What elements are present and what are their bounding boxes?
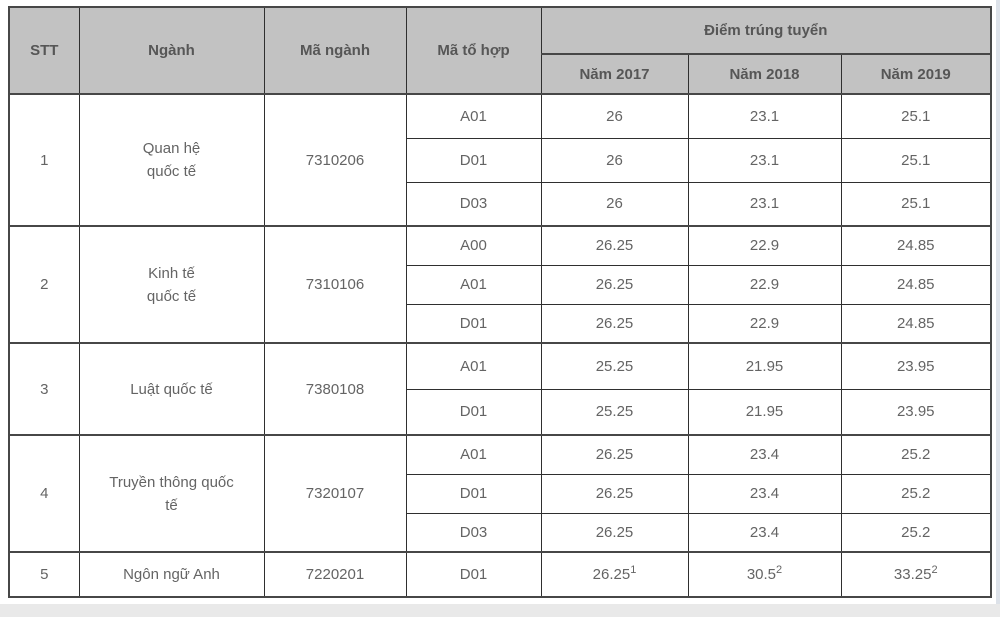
stt-cell: 1 bbox=[9, 94, 79, 226]
to-hop-cell: A01 bbox=[406, 435, 541, 474]
admission-scores-table-container bbox=[8, 6, 992, 598]
score-cell-2018: 23.1 bbox=[688, 138, 841, 182]
score-cell-2017: 26 bbox=[541, 138, 688, 182]
stt-cell: 3 bbox=[9, 343, 79, 435]
nganh-line: Truyền thông quốc bbox=[109, 473, 234, 491]
score-cell-2018: 23.1 bbox=[688, 94, 841, 138]
score-cell-2018: 23.4 bbox=[688, 474, 841, 513]
nganh-line: Ngôn ngữ Anh bbox=[123, 566, 220, 583]
score-cell-2017: 25.25 bbox=[541, 389, 688, 435]
to-hop-cell: D03 bbox=[406, 513, 541, 552]
col-header-ma-nganh: Mã ngành bbox=[264, 7, 406, 94]
table-row bbox=[9, 435, 991, 474]
score-value: 26.25 bbox=[592, 566, 631, 583]
col-header-ma-to-hop: Mã tổ hợp bbox=[406, 7, 541, 94]
to-hop-cell: A01 bbox=[406, 343, 541, 389]
table-row bbox=[9, 94, 991, 138]
score-cell-2019: 25.2 bbox=[841, 474, 991, 513]
to-hop-cell: D01 bbox=[406, 138, 541, 182]
score-cell-2017: 26 bbox=[541, 94, 688, 138]
nganh-cell bbox=[79, 94, 264, 226]
stt-cell: 4 bbox=[9, 435, 79, 552]
score-cell-2019 bbox=[841, 552, 991, 597]
nganh-line: Kinh tế bbox=[148, 264, 195, 282]
score-cell-2018: 21.95 bbox=[688, 389, 841, 435]
nganh-line: quốc tế bbox=[146, 287, 197, 305]
col-header-nganh: Ngành bbox=[79, 7, 264, 94]
to-hop-cell: A01 bbox=[406, 265, 541, 304]
score-cell-2017: 26 bbox=[541, 182, 688, 226]
nganh-cell bbox=[79, 435, 264, 552]
score-cell-2017: 26.25 bbox=[541, 435, 688, 474]
nganh-line: tế bbox=[165, 496, 178, 514]
score-footnote: 2 bbox=[776, 564, 783, 576]
col-header-nam-2017: Năm 2017 bbox=[541, 54, 688, 94]
to-hop-cell: A01 bbox=[406, 94, 541, 138]
page-bottom-band bbox=[0, 604, 1000, 617]
stt-cell: 5 bbox=[9, 552, 79, 597]
score-value: 33.25 bbox=[893, 566, 932, 583]
col-header-nam-2018: Năm 2018 bbox=[688, 54, 841, 94]
ma-nganh-cell: 7310206 bbox=[264, 94, 406, 226]
score-cell-2017: 26.25 bbox=[541, 226, 688, 265]
to-hop-cell: D01 bbox=[406, 474, 541, 513]
score-cell-2019: 24.85 bbox=[841, 265, 991, 304]
score-cell-2019: 25.1 bbox=[841, 182, 991, 226]
score-footnote: 2 bbox=[931, 564, 938, 576]
score-cell-2018: 23.4 bbox=[688, 513, 841, 552]
stt-cell: 2 bbox=[9, 226, 79, 343]
score-cell-2019: 24.85 bbox=[841, 304, 991, 343]
score-cell-2017: 26.25 bbox=[541, 304, 688, 343]
ma-nganh-cell: 7380108 bbox=[264, 343, 406, 435]
to-hop-cell: D03 bbox=[406, 182, 541, 226]
col-header-nam-2019: Năm 2019 bbox=[841, 54, 991, 94]
ma-nganh-cell: 7320107 bbox=[264, 435, 406, 552]
to-hop-cell: D01 bbox=[406, 304, 541, 343]
ma-nganh-cell: 7310106 bbox=[264, 226, 406, 343]
score-cell-2018: 23.1 bbox=[688, 182, 841, 226]
score-cell-2019: 25.1 bbox=[841, 94, 991, 138]
score-cell-2017: 26.25 bbox=[541, 265, 688, 304]
col-header-stt: STT bbox=[9, 7, 79, 94]
score-cell-2017: 25.25 bbox=[541, 343, 688, 389]
score-cell-2018: 23.4 bbox=[688, 435, 841, 474]
score-cell-2019: 24.85 bbox=[841, 226, 991, 265]
score-cell-2018: 21.95 bbox=[688, 343, 841, 389]
nganh-cell bbox=[79, 343, 264, 435]
to-hop-cell: A00 bbox=[406, 226, 541, 265]
score-cell-2018 bbox=[688, 552, 841, 597]
score-cell-2019: 23.95 bbox=[841, 343, 991, 389]
score-cell-2019: 25.2 bbox=[841, 435, 991, 474]
nganh-cell bbox=[79, 552, 264, 597]
admission-scores-table bbox=[8, 6, 992, 598]
nganh-line: Luật quốc tế bbox=[130, 380, 213, 398]
col-header-diem-trung-tuyen: Điểm trúng tuyển bbox=[541, 7, 991, 54]
to-hop-cell: D01 bbox=[406, 552, 541, 597]
score-cell-2017: 26.25 bbox=[541, 474, 688, 513]
nganh-line: quốc tế bbox=[146, 163, 197, 180]
score-cell-2017 bbox=[541, 552, 688, 597]
score-cell-2019: 25.2 bbox=[841, 513, 991, 552]
score-cell-2017: 26.25 bbox=[541, 513, 688, 552]
score-value: 30.5 bbox=[746, 566, 777, 583]
nganh-cell bbox=[79, 226, 264, 343]
score-cell-2018: 22.9 bbox=[688, 226, 841, 265]
to-hop-cell: D01 bbox=[406, 389, 541, 435]
ma-nganh-cell: 7220201 bbox=[264, 552, 406, 597]
table-row bbox=[9, 552, 991, 597]
score-cell-2019: 23.95 bbox=[841, 389, 991, 435]
score-cell-2018: 22.9 bbox=[688, 304, 841, 343]
score-cell-2018: 22.9 bbox=[688, 265, 841, 304]
table-row bbox=[9, 343, 991, 389]
score-cell-2019: 25.1 bbox=[841, 138, 991, 182]
nganh-line: Quan hệ bbox=[142, 140, 201, 157]
scrollbar[interactable] bbox=[996, 0, 1000, 604]
table-row bbox=[9, 226, 991, 265]
header-row-top bbox=[9, 7, 991, 54]
score-footnote: 1 bbox=[630, 564, 637, 576]
